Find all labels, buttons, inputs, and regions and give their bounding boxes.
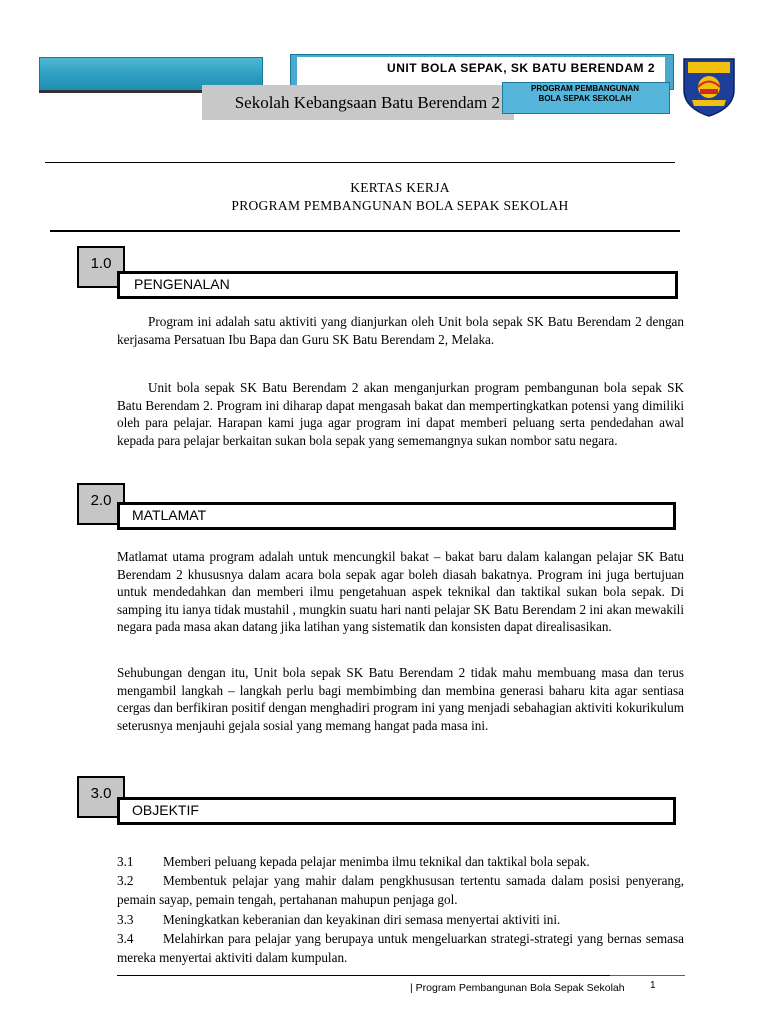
section-number: 1.0 bbox=[90, 255, 112, 272]
objective-text: Membentuk pelajar yang mahir dalam pengkhususan tertentu samada dalam posisi penyerang, pemain sayap, pemain tengah, pertahanan mahupun penjaga gol. bbox=[117, 873, 684, 907]
footer-title: | Program Pembangunan Bola Sepak Sekolah bbox=[410, 982, 625, 994]
section-heading-bar bbox=[117, 271, 678, 299]
document-title: KERTAS KERJA bbox=[350, 180, 450, 195]
header-unit-title: UNIT BOLA SEPAK, SK BATU BERENDAM 2 bbox=[387, 61, 655, 75]
header-program-label bbox=[502, 84, 668, 104]
paragraph: Sehubungan dengan itu, Unit bola sepak SK Batu Berendam 2 tidak mahu membuang masa dan terus mengambil langkah – langkah perlu bagi membimbing dan membina generasi baharu kita agar sentiasa cergas dan berfikiran positif dengan menghadiri program ini yang menjadi sebahagian aktiviti kokurikulum seterusnya menjauhi gejala sosial yang memang hangat pada masa ini. bbox=[117, 665, 684, 733]
objective-item bbox=[117, 852, 684, 871]
paragraph: Program ini adalah satu aktiviti yang dianjurkan oleh Unit bola sepak SK Batu Berendam 2 dengan kerjasama Persatuan Ibu Bapa dan Guru SK Batu Berendam 2, Melaka. bbox=[117, 314, 684, 347]
objective-item bbox=[117, 910, 684, 929]
document-subtitle: PROGRAM PEMBANGUNAN BOLA SEPAK SEKOLAH bbox=[231, 198, 569, 213]
section-number: 3.0 bbox=[90, 785, 112, 802]
header-school-name: Sekolah Kebangsaan Batu Berendam 2 bbox=[234, 93, 500, 112]
school-crest-icon bbox=[680, 56, 738, 118]
objective-number: 3.1 bbox=[117, 854, 134, 869]
objective-text: Memberi peluang kepada pelajar menimba ilmu teknikal dan taktikal bola sepak. bbox=[163, 854, 590, 869]
paragraph: Matlamat utama program adalah untuk mencungkil bakat – bakat baru dalam kalangan pelajar SK Batu Berendam 2 khususnya dalam acara bola sepak agar boleh diasah bakatnya. Program ini juga bertujuan untuk mendedahkan dan memberi ilmu pengetahuan aspek teknikal dan taktikal sukan bola sepak. Di samping itu ianya tidak mustahil , mungkin suatu hari nanti pelajar SK Batu Berendam 2 ini akan mewakili negara pada masa akan datang jika latihan yang sistematik dan konsisten dapat direalisasikan. bbox=[117, 549, 684, 634]
objective-text: Melahirkan para pelajar yang berupaya untuk mengeluarkan strategi-strategi yang bernas semasa mereka menyertai aktiviti dalam kumpulan. bbox=[117, 931, 684, 965]
section-heading-bar bbox=[117, 797, 676, 825]
section-heading: OBJEKTIF bbox=[132, 802, 199, 818]
paragraph: Unit bola sepak SK Batu Berendam 2 akan menganjurkan program pembangunan bola sepak SK Batu Berendam 2. Program ini diharap dapat mengasah bakat dan mempertingkatkan potensi yang dimiliki oleh para pelajar. Harapan kami juga agar program ini dapat memberi peluang serta pendedahan awal kepada para pelajar berkaitan sukan bola sepak yang sememangnya sukan nombor satu negara. bbox=[117, 380, 684, 448]
title-rule-bottom bbox=[50, 230, 680, 232]
section-number: 2.0 bbox=[90, 492, 112, 509]
objective-number: 3.4 bbox=[117, 931, 134, 946]
objective-item bbox=[117, 929, 684, 967]
header-program-line1: PROGRAM PEMBANGUNAN bbox=[531, 84, 639, 93]
header-program-line2: BOLA SEPAK SEKOLAH bbox=[538, 94, 632, 103]
footer-accent-rule bbox=[610, 975, 685, 976]
objective-number: 3.3 bbox=[117, 912, 134, 927]
objective-item bbox=[117, 871, 684, 909]
page-number: 1 bbox=[650, 980, 656, 991]
objective-number: 3.2 bbox=[117, 873, 134, 888]
section-heading-bar bbox=[117, 502, 676, 530]
objective-text: Meningkatkan keberanian dan keyakinan diri semasa menyertai aktiviti ini. bbox=[163, 912, 561, 927]
section-heading: PENGENALAN bbox=[134, 276, 230, 292]
title-rule-top bbox=[45, 162, 675, 163]
footer-rule bbox=[117, 975, 685, 976]
section-heading: MATLAMAT bbox=[132, 507, 207, 523]
